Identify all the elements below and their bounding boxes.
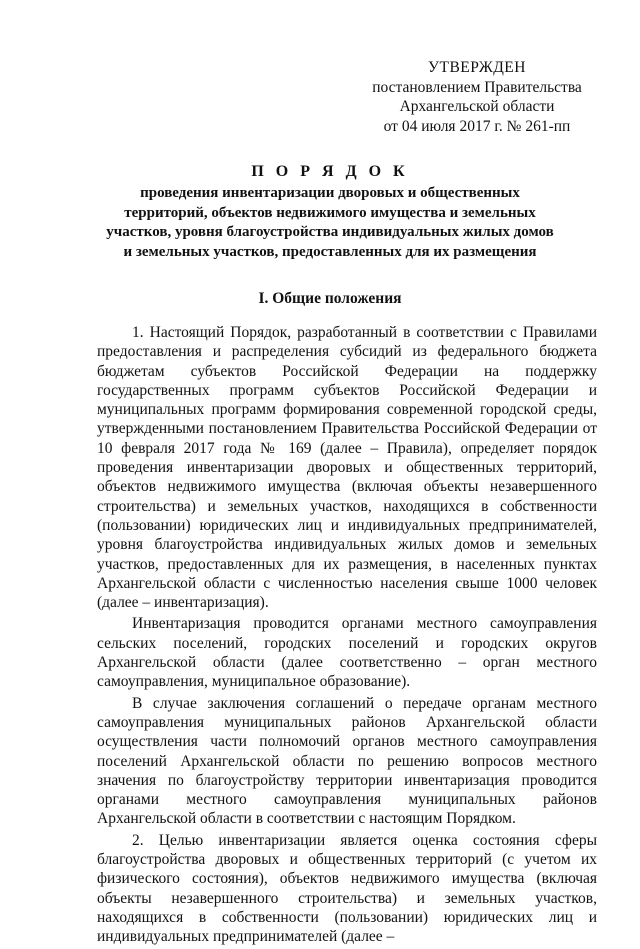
document-subtitle — [62, 184, 598, 262]
paragraph-4: 2. Целью инвентаризации является оценка состояния сферы благоустройства дворовых и общественных территорий (с учетом их физического состояния), объектов недвижимого имущества (включая объекты незавершенного строительства) и земельных участков, находящихся в собственности (пользовании) юридических лиц и индивидуальных предпринимателей (далее – — [97, 831, 597, 946]
approval-stamp — [352, 58, 602, 136]
paragraph-2: Инвентаризация проводится органами местного самоуправления сельских поселений, городских поселений и городских округов Архангельской области (далее соответственно – орган местного самоуправления, муниципальное образование). — [97, 615, 597, 691]
document-title: П О Р Я Д О К — [251, 163, 409, 180]
subtitle-line: участков, уровня благоустройства индивидуальных жилых домов — [106, 224, 554, 240]
section-heading: I. Общие положения — [258, 290, 402, 307]
approval-line-2: Архангельской области — [399, 98, 555, 115]
section-body — [97, 323, 597, 949]
subtitle-line: и земельных участков, предоставленных для их размещения — [123, 243, 537, 260]
approval-line-1: постановлением Правительства — [372, 78, 582, 96]
paragraph-3: В случае заключения соглашений о передаче органам местного самоуправления муниципальных районов Архангельской области осуществления части полномочий органов местного самоуправления поселений Архангельской области по решению вопросов местного значения по благоустройству территории инвентаризация проводится органами местного самоуправления муниципальных районов Архангельской области в соответствии с настоящим Порядком. — [97, 694, 597, 828]
approval-title: УТВЕРЖДЕН — [428, 59, 526, 76]
subtitle-line: проведения инвентаризации дворовых и общественных — [140, 185, 520, 201]
paragraph-1: 1. Настоящий Порядок, разработанный в соответствии с Правилами предоставления и распределения субсидий из федерального бюджета бюджетам субъектов Российской Федерации на поддержку государственных программ субъектов Российской Федерации и муниципальных программ формирования современной городской среды, утвержденными постановлением Правительства Российской Федерации от 10 февраля 2017 года № 169 (далее – Правила), определяет порядок проведения инвентаризации дворовых и общественных территорий, объектов недвижимого имущества (включая объекты незавершенного строительства) и земельных участков, находящихся в собственности (пользовании) юридических лиц и индивидуальных предпринимателей, уровня благоустройства индивидуальных жилых домов и земельных участков, предоставленных для их размещения, в населенных пунктах Архангельской области с численностью населения свыше 1000 человек (далее – инвентаризация). — [97, 324, 597, 612]
approval-line-3: от 04 июля 2017 г. № 261-пп — [383, 117, 571, 135]
subtitle-line: территорий, объектов недвижимого имущества и земельных — [124, 204, 536, 221]
